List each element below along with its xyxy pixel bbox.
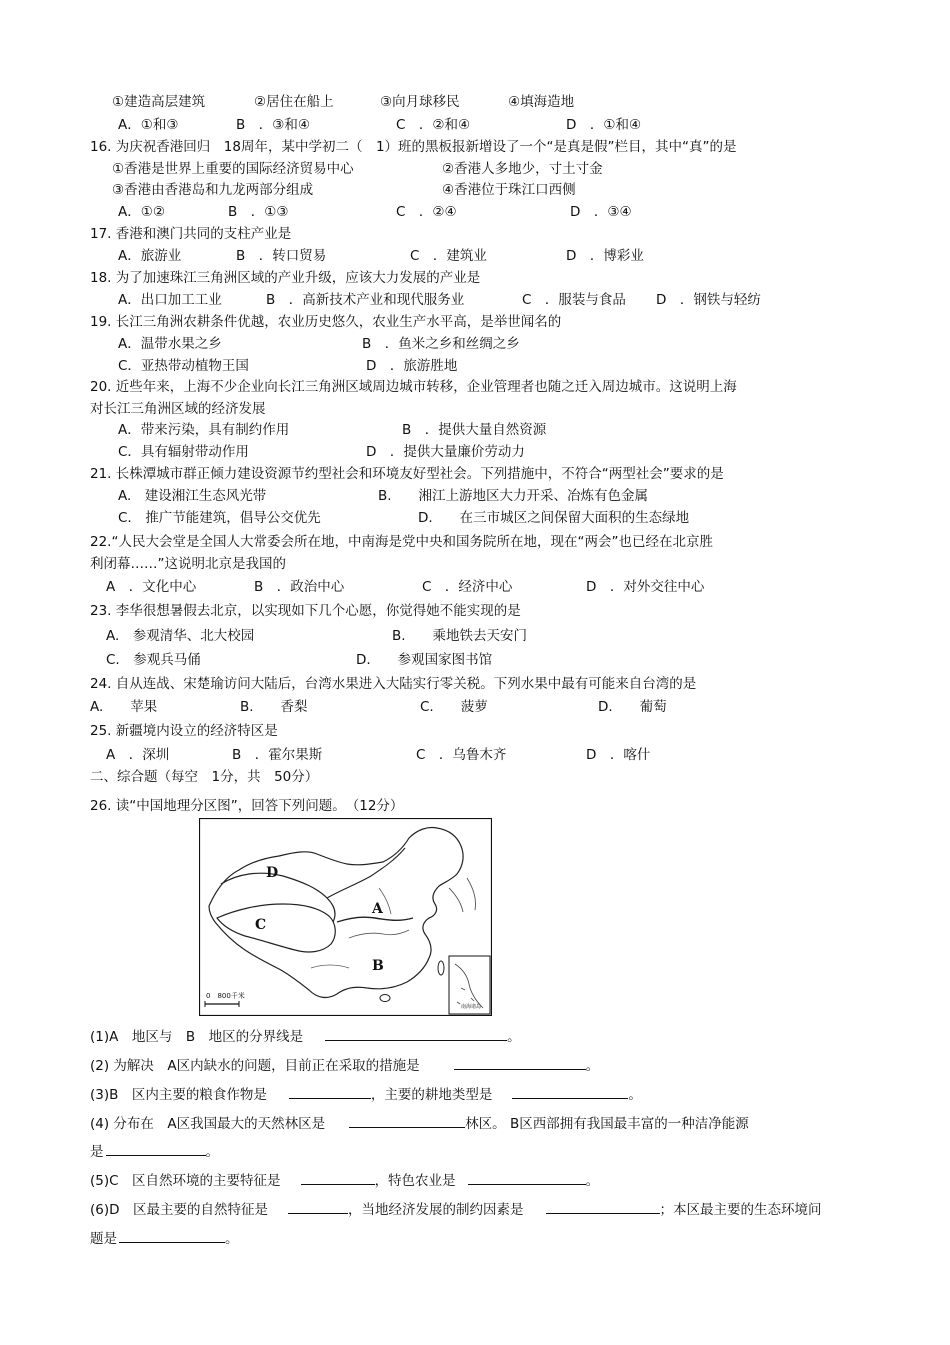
section-2-heading: 二、综合题（每空 1分，共 50分） [90,769,319,785]
q26-p4-text: (4) 分布在 A区我国最大的天然林区是 [90,1116,326,1132]
answer-blank[interactable] [119,1228,225,1243]
q26-p3-text: (3)B 区内主要的粮食作物是 [90,1087,267,1103]
q18-option-c: C ．服装与食品 [522,292,626,308]
q26-part-1 [90,1026,521,1046]
q26-p4-end: 。 [205,1144,219,1160]
q26-p5-mid: ，特色农业是 [374,1173,456,1189]
q26-p2-text: (2) 为解决 A区内缺水的问题，目前正在采取的措施是 [90,1058,420,1074]
map-label-c: C [255,917,267,933]
q22-stem-line-2: 利闭幕……”这说明北京是我国的 [90,556,286,572]
q26-part-2 [90,1055,599,1075]
q16-item-2: ②香港人多地少，寸土寸金 [442,161,603,177]
q25-option-a: A ．深圳 [106,747,170,763]
q19-stem: 19. 长江三角洲农耕条件优越，农业历史悠久，农业生产水平高，是举世闻名的 [90,314,562,330]
q23-stem: 23. 李华很想暑假去北京，以实现如下几个心愿，你觉得她不能实现的是 [90,603,521,619]
q26-part-5 [90,1170,599,1190]
q22-option-a: A ．文化中心 [106,579,197,595]
q20-option-c: C．具有辐射带动作用 [118,444,249,460]
q26-p3-mid: ，主要的耕地类型是 [370,1087,493,1103]
q22-option-b: B ．政治中心 [254,579,345,595]
q22-stem-line-1: 22.“人民大会堂是全国人大常委会所在地，中南海是党中央和国务院所在地，现在“两会”也已经在北京胜 [90,534,713,550]
q26-part-3 [90,1084,642,1104]
q24-stem: 24. 自从连战、宋楚瑜访问大陆后，台湾水果进入大陆实行零关税。下列水果中最有可能来自台湾的是 [90,676,697,692]
q16-option-a: A．①② [118,204,165,220]
q16-item-3: ③香港由香港岛和九龙两部分组成 [112,182,314,198]
map-scale-label: 0 800千米 [206,992,245,1000]
q16-option-d: D ．③④ [570,204,632,220]
q21-option-c: C. 推广节能建筑，倡导公交优先 [118,510,321,526]
answer-blank[interactable] [288,1199,348,1214]
q15-option-a: A．①和③ [118,117,179,133]
q23-option-c: C. 参观兵马俑 [106,652,201,668]
q26-p4-text-2: 是 [90,1144,104,1160]
q20-option-b: B ．提供大量自然资源 [402,422,547,438]
q20-stem-line-2: 对长江三角洲区域的经济发展 [90,401,266,417]
answer-blank[interactable] [454,1055,586,1070]
q16-option-b: B ．①③ [228,204,289,220]
q17-option-b: B ．转口贸易 [236,248,327,264]
answer-blank[interactable] [301,1170,375,1185]
q18-option-b: B ．高新技术产业和现代服务业 [266,292,465,308]
answer-blank[interactable] [546,1199,660,1214]
q26-part-4 [90,1113,749,1133]
q26-p1-end: 。 [507,1029,521,1045]
q25-option-d: D ．喀什 [586,747,651,763]
q20-option-a: A．带来污染，具有制约作用 [118,422,290,438]
map-label-b: B [372,958,384,974]
q23-option-b: B. 乘地铁去天安门 [392,628,528,644]
answer-blank[interactable] [289,1084,371,1099]
q24-option-d: D. 葡萄 [598,699,667,715]
answer-blank[interactable] [468,1170,586,1185]
answer-blank[interactable] [325,1026,507,1041]
q15-item-2: ②居住在船上 [254,94,334,110]
q16-stem: 16. 为庆祝香港回归 18周年，某中学初二（ 1）班的黑板报新增设了一个“是真是假”栏目，其中“真”的是 [90,139,737,155]
q26-p4-mid: 林区。 B区西部拥有我国最丰富的一种洁净能源 [465,1116,749,1132]
q16-option-c: C ．②④ [396,204,457,220]
q19-option-a: A．温带水果之乡 [118,336,222,352]
q26-p5-text: (5)C 区自然环境的主要特征是 [90,1173,281,1189]
q26-p6-text: (6)D 区最主要的自然特征是 [90,1202,269,1218]
q26-p6-mid: ，当地经济发展的制约因素是 [348,1202,524,1218]
china-region-map [199,818,492,1016]
map-label-a: A [372,901,383,917]
q24-option-b: B. 香梨 [240,699,308,715]
q19-option-c: C．亚热带动植物王国 [118,358,249,374]
q26-part-6 [90,1199,822,1219]
q20-option-d: D ．提供大量廉价劳动力 [366,444,525,460]
q17-option-c: C ．建筑业 [410,248,487,264]
q15-option-d: D ．①和④ [566,117,642,133]
q18-stem: 18. 为了加速珠江三角洲区域的产业升级，应该大力发展的产业是 [90,270,481,286]
q21-option-a: A. 建设湘江生态风光带 [118,488,267,504]
q15-item-4: ④填海造地 [508,94,575,110]
q26-p1-text: (1)A 地区与 B 地区的分界线是 [90,1029,304,1045]
q19-option-b: B ．鱼米之乡和丝绸之乡 [362,336,520,352]
q23-option-d: D. 参观国家图书馆 [356,652,493,668]
q18-option-a: A．出口加工工业 [118,292,222,308]
q26-p3-end: 。 [628,1087,642,1103]
answer-blank[interactable] [106,1141,206,1156]
q24-option-c: C. 菠萝 [420,699,488,715]
q23-option-a: A. 参观清华、北大校园 [106,628,255,644]
q21-stem: 21. 长株潭城市群正倾力建设资源节约型社会和环境友好型社会。下列措施中，不符合“两型社会”要求的是 [90,466,724,482]
q15-item-1: ①建造高层建筑 [112,94,206,110]
q26-p6-end: ；本区最主要的生态环境问 [659,1202,822,1218]
q15-item-3: ③向月球移民 [380,94,460,110]
answer-blank[interactable] [512,1084,628,1099]
q25-option-b: B ．霍尔果斯 [232,747,323,763]
q26-p5-end: 。 [585,1173,600,1189]
q21-option-d: D. 在三市城区之间保留大面积的生态绿地 [418,510,690,526]
q16-item-1: ①香港是世界上重要的国际经济贸易中心 [112,161,354,177]
q26-p6-text-2: 题是 [90,1231,117,1247]
q17-stem: 17. 香港和澳门共同的支柱产业是 [90,226,292,242]
q16-item-4: ④香港位于珠江口西侧 [442,182,576,198]
q20-stem-line-1: 20. 近些年来，上海不少企业向长江三角洲区域周边城市转移，企业管理者也随之迁入周边城市。这说明上海 [90,379,737,395]
q26-p2-end: 。 [585,1058,600,1074]
q25-stem: 25. 新疆境内设立的经济特区是 [90,723,278,739]
q19-option-d: D ．旅游胜地 [366,358,458,374]
q26-part-4-cont [90,1141,219,1161]
answer-blank[interactable] [349,1113,465,1128]
q24-option-a: A. 苹果 [90,699,158,715]
q15-option-c: C ．②和④ [396,117,471,133]
map-inset-label: 南海诸岛 [461,1004,482,1010]
q22-option-c: C ．经济中心 [422,579,513,595]
q17-option-a: A．旅游业 [118,248,182,264]
q26-stem: 26. 读“中国地理分区图”，回答下列问题。 （12分） [90,798,404,814]
q15-option-b: B ．③和④ [236,117,310,133]
q22-option-d: D ．对外交往中心 [586,579,705,595]
q21-option-b: B. 湘江上游地区大力开采、冶炼有色金属 [378,488,649,504]
q26-part-6-cont [90,1228,239,1248]
q25-option-c: C ．乌鲁木齐 [416,747,507,763]
q17-option-d: D ．博彩业 [566,248,644,264]
map-label-d: D [266,865,279,881]
q26-p6-final: 。 [225,1231,239,1247]
q18-option-d: D ．钢铁与轻纺 [656,292,761,308]
